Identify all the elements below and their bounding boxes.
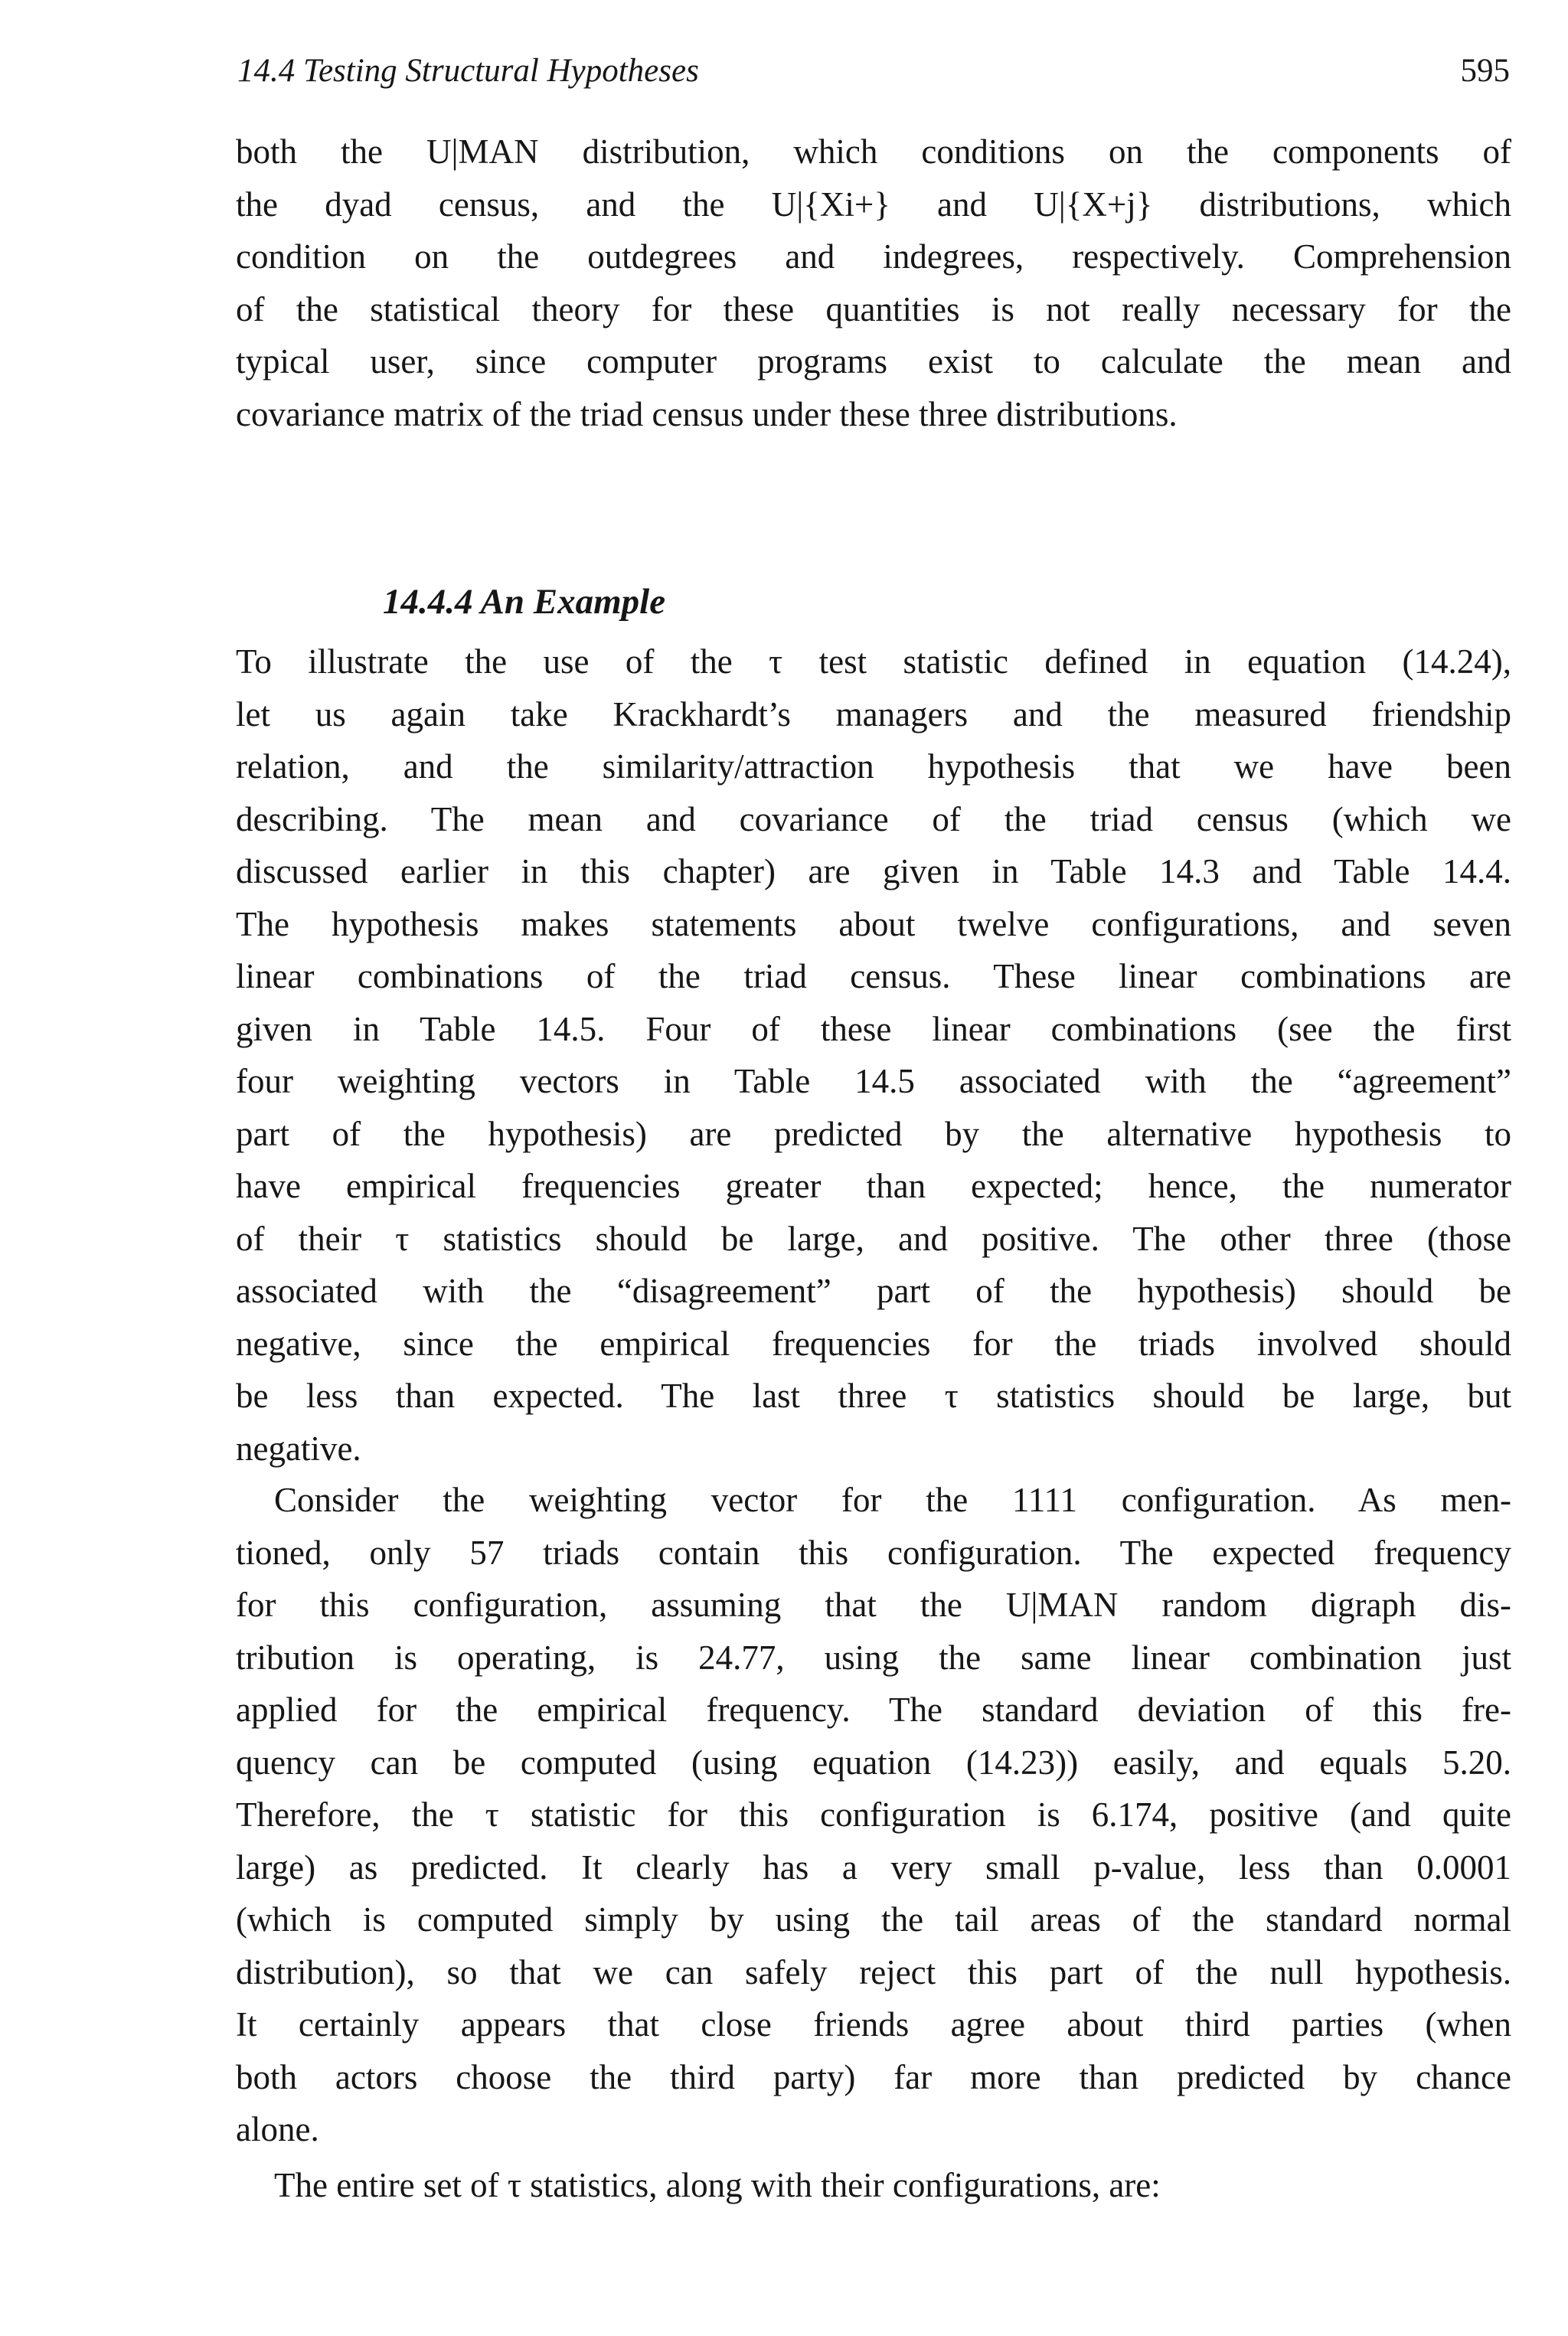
- text-line: be less than expected. The last three τ statistics should be large, but: [236, 1377, 1511, 1415]
- paragraph-example-intro: [236, 635, 1511, 1475]
- text-line: let us again take Krackhardt’s managers and the measured friendship: [236, 694, 1511, 733]
- text-line: condition on the outdegrees and indegrees, respectively. Comprehension: [236, 237, 1511, 276]
- text-line: have empirical frequencies greater than expected; hence, the numerator: [236, 1167, 1511, 1205]
- text-line: four weighting vectors in Table 14.5 associated with the “agreement”: [236, 1062, 1511, 1100]
- text-line: the dyad census, and the U|{Xi+} and U|{X+j} distributions, which: [236, 185, 1511, 224]
- paragraph-weighting-vector: [236, 1474, 1511, 2156]
- text-line: part of the hypothesis) are predicted by the alternative hypothesis to: [236, 1114, 1511, 1153]
- text-line: Therefore, the τ statistic for this configuration is 6.174, positive (and quite: [236, 1795, 1511, 1834]
- text-line: large) as predicted. It clearly has a very small p-value, less than 0.0001: [236, 1848, 1511, 1887]
- text-line: relation, and the similarity/attraction hypothesis that we have been: [236, 747, 1511, 786]
- paragraph-continuation: [236, 126, 1511, 440]
- text-line: distribution), so that we can safely reject this part of the null hypothesis.: [236, 1952, 1511, 1991]
- section-heading: 14.4.4 An Example: [383, 582, 666, 622]
- text-line: (which is computed simply by using the tail areas of the standard normal: [236, 1900, 1511, 1939]
- text-line: To illustrate the use of the τ test statistic defined in equation (14.24),: [236, 642, 1511, 681]
- running-head: [237, 47, 1510, 95]
- text-line: linear combinations of the triad census. These linear combinations are: [236, 957, 1511, 995]
- text-line: The hypothesis makes statements about twelve configurations, and seven: [236, 904, 1511, 943]
- text-line: alone.: [236, 2110, 319, 2148]
- running-head-title: 14.4 Testing Structural Hypotheses: [237, 53, 699, 89]
- text-line: tribution is operating, is 24.77, using the same linear combination just: [236, 1638, 1511, 1677]
- text-line: both the U|MAN distribution, which conditions on the components of: [236, 132, 1511, 171]
- text-line: Consider the weighting vector for the 1111 configuration. As men-: [274, 1481, 1511, 1519]
- text-line: negative.: [236, 1429, 361, 1468]
- text-line: quency can be computed (using equation (14.23)) easily, and equals 5.20.: [236, 1743, 1511, 1782]
- text-line: It certainly appears that close friends agree about third parties (when: [236, 2005, 1511, 2044]
- paragraph-statistics-lead: [236, 2159, 1511, 2212]
- text-line: both actors choose the third party) far more than predicted by chance: [236, 2057, 1511, 2096]
- text-line: negative, since the empirical frequencies for the triads involved should: [236, 1324, 1511, 1363]
- text-line: covariance matrix of the triad census under these three distributions.: [236, 394, 1178, 433]
- text-line: tioned, only 57 triads contain this configuration. The expected frequency: [236, 1533, 1511, 1572]
- text-line: applied for the empirical frequency. The standard deviation of this fre-: [236, 1691, 1511, 1729]
- text-line: typical user, since computer programs exist to calculate the mean and: [236, 342, 1511, 381]
- page-number: 595: [1460, 53, 1510, 89]
- text-line: of their τ statistics should be large, and positive. The other three (those: [236, 1219, 1511, 1258]
- text-line: given in Table 14.5. Four of these linear combinations (see the first: [236, 1009, 1511, 1048]
- text-line: describing. The mean and covariance of the triad census (which we: [236, 799, 1511, 838]
- text-line: of the statistical theory for these quantities is not really necessary for the: [236, 289, 1511, 328]
- text-line: for this configuration, assuming that the U|MAN random digraph dis-: [236, 1586, 1511, 1624]
- text-line: associated with the “disagreement” part of the hypothesis) should be: [236, 1272, 1511, 1310]
- text-line: discussed earlier in this chapter) are given in Table 14.3 and Table 14.4.: [236, 852, 1511, 890]
- text-line: The entire set of τ statistics, along with their configurations, are:: [274, 2166, 1161, 2204]
